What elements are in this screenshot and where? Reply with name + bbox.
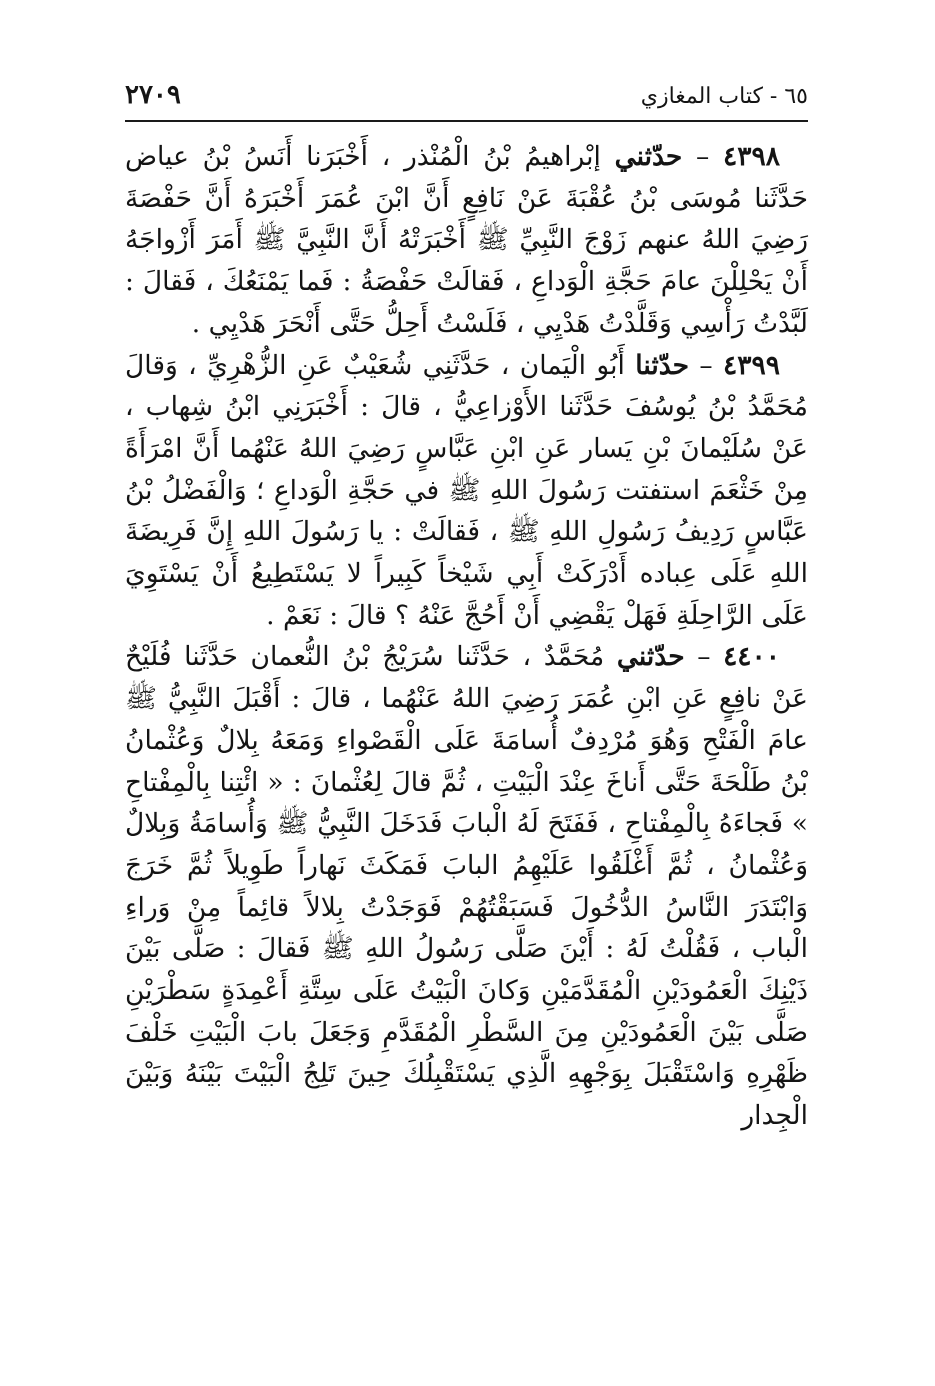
hadith-lead-word: حدّثني — [616, 641, 685, 673]
hadith-lead-word: حدّثنا — [635, 349, 689, 381]
hadith-number: ٤٣٩٨ — [723, 141, 780, 172]
hadith-4399: ٤٣٩٩ – حدّثنا أَبُو الْيَمان ، حَدَّثَنِي شُعَيْبٌ عَنِ الزُّهْرِيِّ ، وَقالَ مُحَمَّدُ بْنُ يُوسُفَ حَدَّثَنا الأَوْزاعِيُّ ، قالَ : أَخْبَرَنِي ابْنُ شِهاب ، عَنْ سُلَيْمانَ بْنِ يَسار عَنِ ابْنِ عَبَّاسٍ رَضِيَ اللهُ عَنْهُما أَنَّ امْرَأَةً مِنْ خَثْعَمَ استفتت رَسُولَ اللهِ ﷺ في حَجَّةِ الْوَداعِ ؛ وَالْفَضْلُ بْنُ عَبَّاسٍ رَدِيفُ رَسُولِ اللهِ ﷺ ، فَقالَتْ : يا رَسُولَ اللهِ إِنَّ فَرِيضَةَ اللهِ عَلَى عِباده أَدْرَكَتْ أَبِي شَيْخاً كَبِيراً لا يَسْتَطِيعُ أَنْ يَسْتَوِيَ عَلَى الرَّاحِلَةِ فَهَلْ يَقْضِي أَنْ أَحُجَّ عَنْهُ ؟ قالَ : نَعَمْ . — [125, 349, 808, 631]
hadith-number: ٤٤٠٠ — [723, 641, 780, 673]
hadith-number: ٤٣٩٩ — [723, 349, 780, 381]
page-body — [125, 136, 808, 1137]
page-number: ٢٧٠٩ — [125, 80, 181, 110]
hadith-text: إبْراهيمُ بْنُ الْمُنْذر ، أَخْبَرَنا أَنَسُ بْنُ عياض حَدَّثَنا مُوسَى بْنُ عُقْبَةَ عَنْ نَافِعٍ أَنَّ ابْنَ عُمَرَ أَخْبَرَهُ أَنَّ حَفْصَةَ رَضِيَ اللهُ عنهم زَوْجَ النَّبِيِّ ﷺ أَخْبَرَتْهُ أَنَّ النَّبِيَّ ﷺ أَمَرَ أَزْواجَهُ أَنْ يَحْلِلْنَ عامَ حَجَّةِ الْوَداعِ ، فَقالَتْ حَفْصَةُ : فَما يَمْنَعُكَ ، فَقالَ : لَبَّدْتُ رَأْسِي وَقَلَّدْتُ هَدْيِي ، فَلَسْتُ أَحِلُّ حَتَّى أَنْحَرَ هَدْيِي . — [125, 141, 808, 339]
hadith-text: مُحَمَّدٌ ، حَدَّثَنا سُرَيْجُ بْنُ النُّعمان حَدَّثَنا فُلَيْحٌ عَنْ نافِعٍ عَنِ ابْنِ عُمَرَ رَضِيَ اللهُ عَنْهُما ، قالَ : أَقْبَلَ النَّبِيُّ ﷺ عامَ الْفَتْحِ وَهُوَ مُرْدِفٌ أُسامَةَ عَلَى الْقَصْواءِ وَمَعَهُ بِلالٌ وَعُثْمانُ بْنُ طَلْحَةَ حَتَّى أَناخَ عِنْدَ الْبَيْتِ ، ثُمَّ قالَ لِعُثْمانَ : « ائْتِنا بِالْمِفْتاحِ » فَجاءَهُ بِالْمِفْتاحِ ، فَفَتَحَ لَهُ الْبابَ فَدَخَلَ النَّبِيُّ ﷺ وَأُسامَةُ وَبِلالٌ وَعُثْمانُ ، ثُمَّ أَغْلَقُوا عَلَيْهِمُ البابَ فَمَكَثَ نَهاراً طَوِيلاً ثُمَّ خَرَجَ وَابْتَدَرَ النَّاسُ الدُّخُولَ فَسَبَقْتُهُمْ فَوَجَدْتُ بِلالاً قائِماً مِنْ وَراءِ الْباب ، فَقُلْتُ لَهُ : أَيْنَ صَلَّى رَسُولُ اللهِ ﷺ فَقالَ : صَلَّى بَيْنَ ذَيْنِكَ الْعَمُودَيْنِ الْمُقَدَّمَيْنِ وَكانَ الْبَيْتُ عَلَى سِتَّةِ أَعْمِدَةٍ سَطْرَيْنِ صَلَّى بَيْنَ الْعَمُودَيْنِ مِنَ السَّطْرِ الْمُقَدَّمِ وَجَعَلَ بابَ الْبَيْتِ خَلْفَ ظَهْرِهِ وَاسْتَقْبَلَ بِوَجْهِهِ الَّذِي يَسْتَقْبِلُكَ حِينَ تَلِجُ الْبَيْتَ بَيْنَهُ وَبَيْنَ الْجِدار — [125, 641, 808, 1132]
running-header — [125, 78, 808, 122]
book-title: ٦٥ - كتاب المغازي — [640, 84, 808, 109]
hadith-4398: ٤٣٩٨ – حدّثني إبْراهيمُ بْنُ الْمُنْذر ، أَخْبَرَنا أَنَسُ بْنُ عياض حَدَّثَنا مُوسَى بْنُ عُقْبَةَ عَنْ نَافِعٍ أَنَّ ابْنَ عُمَرَ أَخْبَرَهُ أَنَّ حَفْصَةَ رَضِيَ اللهُ عنهم زَوْجَ النَّبِيِّ ﷺ أَخْبَرَتْهُ أَنَّ النَّبِيَّ ﷺ أَمَرَ أَزْواجَهُ أَنْ يَحْلِلْنَ عامَ حَجَّةِ الْوَداعِ ، فَقالَتْ حَفْصَةُ : فَما يَمْنَعُكَ ، فَقالَ : لَبَّدْتُ رَأْسِي وَقَلَّدْتُ هَدْيِي ، فَلَسْتُ أَحِلُّ حَتَّى أَنْحَرَ هَدْيِي . — [125, 141, 808, 339]
hadith-4400: ٤٤٠٠ – حدّثني مُحَمَّدٌ ، حَدَّثَنا سُرَيْجُ بْنُ النُّعمان حَدَّثَنا فُلَيْحٌ عَنْ نافِعٍ عَنِ ابْنِ عُمَرَ رَضِيَ اللهُ عَنْهُما ، قالَ : أَقْبَلَ النَّبِيُّ ﷺ عامَ الْفَتْحِ وَهُوَ مُرْدِفٌ أُسامَةَ عَلَى الْقَصْواءِ وَمَعَهُ بِلالٌ وَعُثْمانُ بْنُ طَلْحَةَ حَتَّى أَناخَ عِنْدَ الْبَيْتِ ، ثُمَّ قالَ لِعُثْمانَ : « ائْتِنا بِالْمِفْتاحِ » فَجاءَهُ بِالْمِفْتاحِ ، فَفَتَحَ لَهُ الْبابَ فَدَخَلَ النَّبِيُّ ﷺ وَأُسامَةُ وَبِلالٌ وَعُثْمانُ ، ثُمَّ أَغْلَقُوا عَلَيْهِمُ البابَ فَمَكَثَ نَهاراً طَوِيلاً ثُمَّ خَرَجَ وَابْتَدَرَ النَّاسُ الدُّخُولَ فَسَبَقْتُهُمْ فَوَجَدْتُ بِلالاً قائِماً مِنْ وَراءِ الْباب ، فَقُلْتُ لَهُ : أَيْنَ صَلَّى رَسُولُ اللهِ ﷺ فَقالَ : صَلَّى بَيْنَ ذَيْنِكَ الْعَمُودَيْنِ الْمُقَدَّمَيْنِ وَكانَ الْبَيْتُ عَلَى سِتَّةِ أَعْمِدَةٍ سَطْرَيْنِ صَلَّى بَيْنَ الْعَمُودَيْنِ مِنَ السَّطْرِ الْمُقَدَّمِ وَجَعَلَ بابَ الْبَيْتِ خَلْفَ ظَهْرِهِ وَاسْتَقْبَلَ بِوَجْهِهِ الَّذِي يَسْتَقْبِلُكَ حِينَ تَلِجُ الْبَيْتَ بَيْنَهُ وَبَيْنَ الْجِدار — [125, 641, 808, 1132]
hadith-lead-word: حدّثني — [614, 141, 683, 172]
hadith-text: أَبُو الْيَمان ، حَدَّثَنِي شُعَيْبٌ عَنِ الزُّهْرِيِّ ، وَقالَ مُحَمَّدُ بْنُ يُوسُفَ حَدَّثَنا الأَوْزاعِيُّ ، قالَ : أَخْبَرَنِي ابْنُ شِهاب ، عَنْ سُلَيْمانَ بْنِ يَسار عَنِ ابْنِ عَبَّاسٍ رَضِيَ اللهُ عَنْهُما أَنَّ امْرَأَةً مِنْ خَثْعَمَ استفتت رَسُولَ اللهِ ﷺ في حَجَّةِ الْوَداعِ ؛ وَالْفَضْلُ بْنُ عَبَّاسٍ رَدِيفُ رَسُولِ اللهِ ﷺ ، فَقالَتْ : يا رَسُولَ اللهِ إِنَّ فَرِيضَةَ اللهِ عَلَى عِباده أَدْرَكَتْ أَبِي شَيْخاً كَبِيراً لا يَسْتَطِيعُ أَنْ يَسْتَوِيَ عَلَى الرَّاحِلَةِ فَهَلْ يَقْضِي أَنْ أَحُجَّ عَنْهُ ؟ قالَ : نَعَمْ . — [125, 349, 808, 631]
book-page — [125, 78, 808, 1137]
